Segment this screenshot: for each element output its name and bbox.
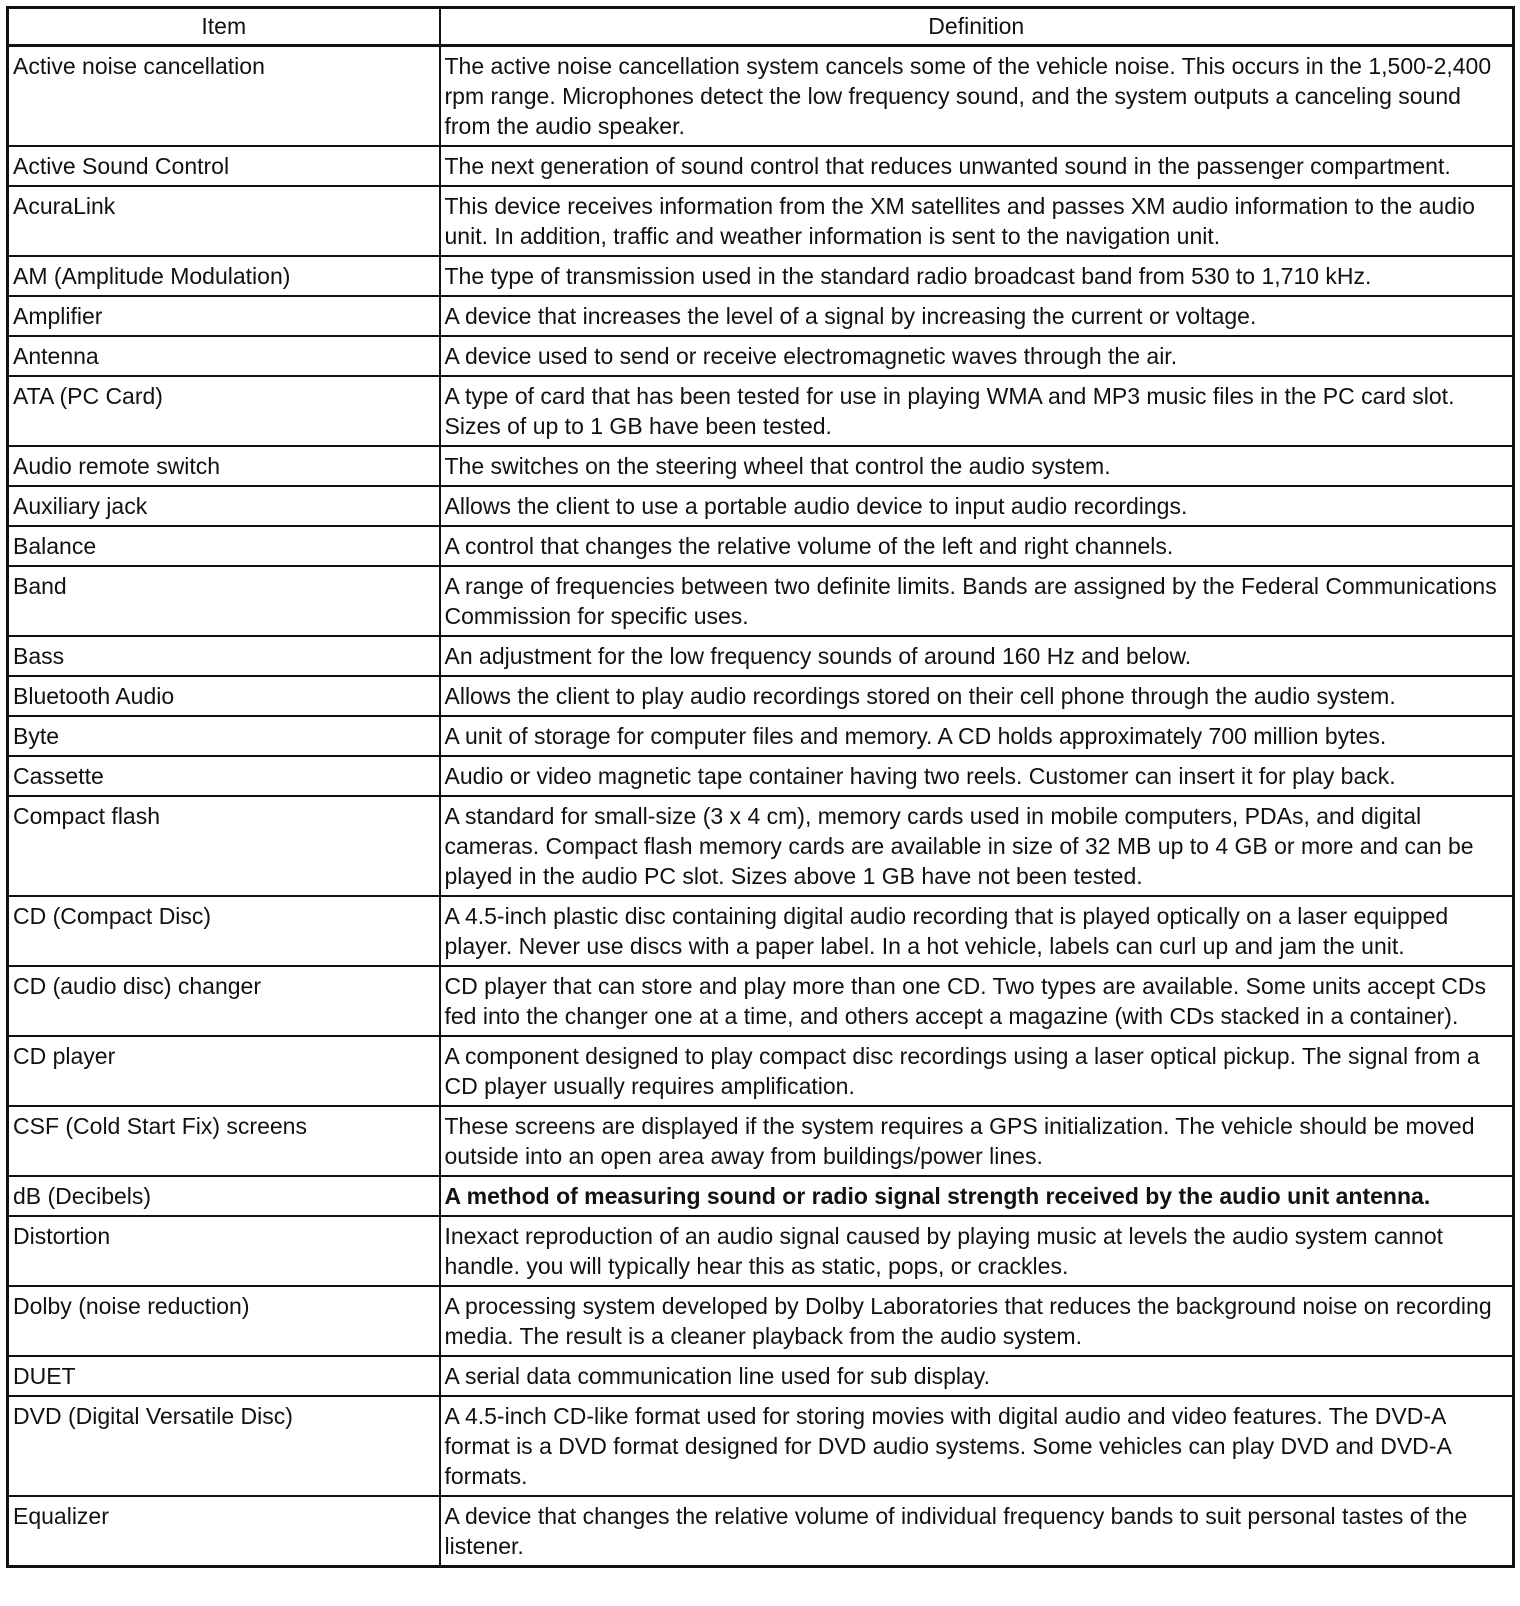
item-cell: Cassette bbox=[8, 756, 440, 796]
definition-cell: A serial data communication line used for sub display. bbox=[440, 1356, 1514, 1396]
definition-cell: A component designed to play compact disc recordings using a laser optical pickup. The signal from a CD player usually requires amplification. bbox=[440, 1036, 1514, 1106]
table-row bbox=[8, 1396, 1514, 1496]
table-row bbox=[8, 1496, 1514, 1567]
table-row bbox=[8, 1286, 1514, 1356]
definition-cell: Audio or video magnetic tape container having two reels. Customer can insert it for play back. bbox=[440, 756, 1514, 796]
table-row bbox=[8, 376, 1514, 446]
item-cell: Auxiliary jack bbox=[8, 486, 440, 526]
item-cell: CD (Compact Disc) bbox=[8, 896, 440, 966]
item-cell: Audio remote switch bbox=[8, 446, 440, 486]
table-row bbox=[8, 1176, 1514, 1216]
item-cell: Distortion bbox=[8, 1216, 440, 1286]
table-row bbox=[8, 966, 1514, 1036]
table-row bbox=[8, 566, 1514, 636]
definition-cell: A method of measuring sound or radio signal strength received by the audio unit antenna. bbox=[440, 1176, 1514, 1216]
item-cell: Band bbox=[8, 566, 440, 636]
definition-cell: The switches on the steering wheel that control the audio system. bbox=[440, 446, 1514, 486]
table-row bbox=[8, 1106, 1514, 1176]
definition-cell: A range of frequencies between two definite limits. Bands are assigned by the Federal Communications Commission for specific uses. bbox=[440, 566, 1514, 636]
table-row bbox=[8, 336, 1514, 376]
definition-cell: These screens are displayed if the system requires a GPS initialization. The vehicle should be moved outside into an open area away from buildings/power lines. bbox=[440, 1106, 1514, 1176]
item-cell: Active Sound Control bbox=[8, 146, 440, 186]
definition-cell: Allows the client to use a portable audio device to input audio recordings. bbox=[440, 486, 1514, 526]
definition-cell: A device that changes the relative volume of individual frequency bands to suit personal tastes of the listener. bbox=[440, 1496, 1514, 1567]
definition-column-header: Definition bbox=[440, 8, 1514, 46]
table-row bbox=[8, 486, 1514, 526]
item-column-header: Item bbox=[8, 8, 440, 46]
definition-cell: A device that increases the level of a signal by increasing the current or voltage. bbox=[440, 296, 1514, 336]
item-cell: Bass bbox=[8, 636, 440, 676]
table-body bbox=[8, 46, 1514, 1567]
item-cell: ATA (PC Card) bbox=[8, 376, 440, 446]
table-row bbox=[8, 446, 1514, 486]
item-cell: AM (Amplitude Modulation) bbox=[8, 256, 440, 296]
item-cell: CD (audio disc) changer bbox=[8, 966, 440, 1036]
table-row bbox=[8, 636, 1514, 676]
definition-cell: A control that changes the relative volume of the left and right channels. bbox=[440, 526, 1514, 566]
table-row bbox=[8, 146, 1514, 186]
table-row bbox=[8, 796, 1514, 896]
table-row bbox=[8, 256, 1514, 296]
table-row bbox=[8, 896, 1514, 966]
definition-cell: Allows the client to play audio recordings stored on their cell phone through the audio system. bbox=[440, 676, 1514, 716]
table-row bbox=[8, 676, 1514, 716]
header-row bbox=[8, 8, 1514, 46]
table-row bbox=[8, 296, 1514, 336]
definition-cell: A processing system developed by Dolby Laboratories that reduces the background noise on recording media. The result is a cleaner playback from the audio system. bbox=[440, 1286, 1514, 1356]
item-cell: Bluetooth Audio bbox=[8, 676, 440, 716]
definition-cell: A 4.5-inch CD-like format used for storing movies with digital audio and video features. The DVD-A format is a DVD format designed for DVD audio systems. Some vehicles can play DVD and DVD-A formats. bbox=[440, 1396, 1514, 1496]
item-cell: DUET bbox=[8, 1356, 440, 1396]
item-cell: Amplifier bbox=[8, 296, 440, 336]
item-cell: Active noise cancellation bbox=[8, 46, 440, 147]
table-row bbox=[8, 1216, 1514, 1286]
table-row bbox=[8, 1036, 1514, 1106]
definition-cell: An adjustment for the low frequency sounds of around 160 Hz and below. bbox=[440, 636, 1514, 676]
table-row bbox=[8, 1356, 1514, 1396]
definition-cell: CD player that can store and play more than one CD. Two types are available. Some units accept CDs fed into the changer one at a time, and others accept a magazine (with CDs stacked in a container). bbox=[440, 966, 1514, 1036]
definition-cell: A 4.5-inch plastic disc containing digital audio recording that is played optically on a laser equipped player. Never use discs with a paper label. In a hot vehicle, labels can curl up and jam the unit. bbox=[440, 896, 1514, 966]
definition-cell: The active noise cancellation system cancels some of the vehicle noise. This occurs in the 1,500-2,400 rpm range. Microphones detect the low frequency sound, and the system outputs a canceling sound from the audio speaker. bbox=[440, 46, 1514, 147]
table-row bbox=[8, 526, 1514, 566]
definition-cell: A device used to send or receive electromagnetic waves through the air. bbox=[440, 336, 1514, 376]
item-cell: DVD (Digital Versatile Disc) bbox=[8, 1396, 440, 1496]
item-cell: CD player bbox=[8, 1036, 440, 1106]
item-cell: CSF (Cold Start Fix) screens bbox=[8, 1106, 440, 1176]
item-cell: AcuraLink bbox=[8, 186, 440, 256]
definition-cell: The type of transmission used in the standard radio broadcast band from 530 to 1,710 kHz. bbox=[440, 256, 1514, 296]
definition-cell: A unit of storage for computer files and memory. A CD holds approximately 700 million bytes. bbox=[440, 716, 1514, 756]
definition-cell: This device receives information from the XM satellites and passes XM audio information to the audio unit. In addition, traffic and weather information is sent to the navigation unit. bbox=[440, 186, 1514, 256]
item-cell: Compact flash bbox=[8, 796, 440, 896]
item-cell: Antenna bbox=[8, 336, 440, 376]
table-row bbox=[8, 46, 1514, 147]
table-header bbox=[8, 8, 1514, 46]
glossary-table bbox=[6, 6, 1515, 1568]
definition-cell: Inexact reproduction of an audio signal caused by playing music at levels the audio system cannot handle. you will typically hear this as static, pops, or crackles. bbox=[440, 1216, 1514, 1286]
table-row bbox=[8, 756, 1514, 796]
item-cell: dB (Decibels) bbox=[8, 1176, 440, 1216]
item-cell: Balance bbox=[8, 526, 440, 566]
table-row bbox=[8, 186, 1514, 256]
item-cell: Byte bbox=[8, 716, 440, 756]
item-cell: Equalizer bbox=[8, 1496, 440, 1567]
definition-cell: The next generation of sound control that reduces unwanted sound in the passenger compartment. bbox=[440, 146, 1514, 186]
definition-cell: A standard for small-size (3 x 4 cm), memory cards used in mobile computers, PDAs, and digital cameras. Compact flash memory cards are available in size of 32 MB up to 4 GB or more and can be played in the audio PC slot. Sizes above 1 GB have not been tested. bbox=[440, 796, 1514, 896]
table-row bbox=[8, 716, 1514, 756]
definition-cell: A type of card that has been tested for use in playing WMA and MP3 music files in the PC card slot. Sizes of up to 1 GB have been tested. bbox=[440, 376, 1514, 446]
item-cell: Dolby (noise reduction) bbox=[8, 1286, 440, 1356]
